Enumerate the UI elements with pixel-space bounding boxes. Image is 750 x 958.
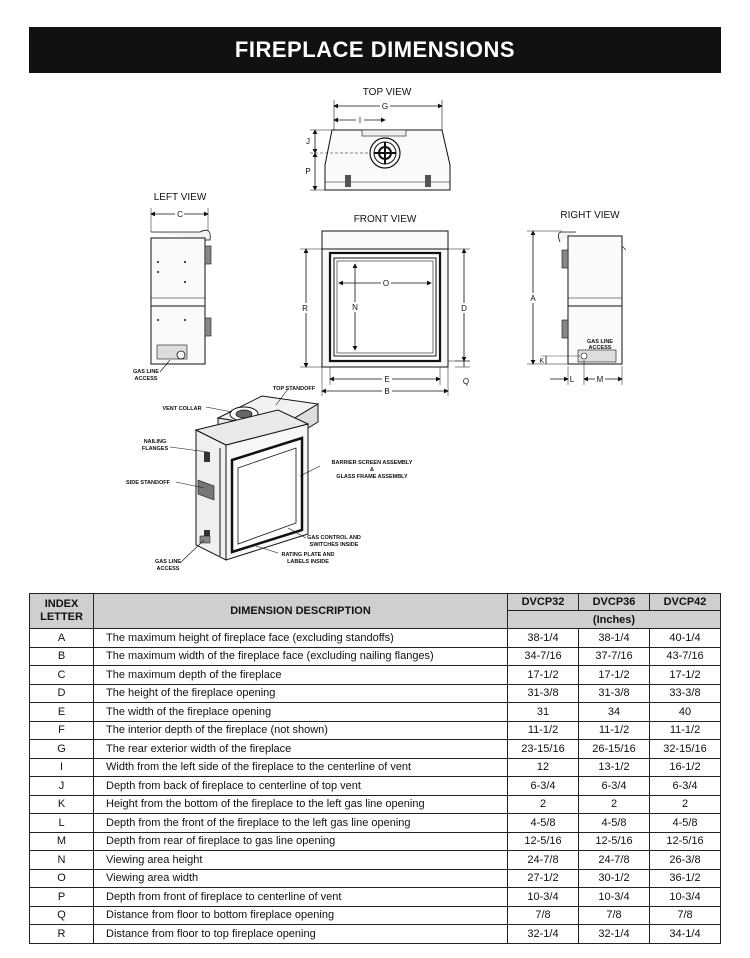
index-letter-cell: R xyxy=(30,925,94,944)
callout-rating-plate-2: LABELS INSIDE xyxy=(287,559,329,565)
value-dvcp32-cell: 6-3/4 xyxy=(508,777,579,796)
left-view-label: LEFT VIEW xyxy=(153,192,207,203)
table-row xyxy=(30,758,721,777)
table-row xyxy=(30,888,721,907)
dim-label-d: D xyxy=(461,304,467,313)
description-cell: The width of the fireplace opening xyxy=(94,703,508,722)
value-dvcp42-cell: 43-7/16 xyxy=(650,647,721,666)
value-dvcp36-cell: 13-1/2 xyxy=(579,758,650,777)
index-header-line-1: INDEX xyxy=(44,598,79,610)
value-dvcp32-cell: 34-7/16 xyxy=(508,647,579,666)
model-header-dvcp32: DVCP32 xyxy=(508,594,579,611)
index-letter-cell: G xyxy=(30,740,94,759)
dim-label-i: I xyxy=(358,116,362,125)
table-row xyxy=(30,851,721,870)
dimension-diagrams xyxy=(0,80,750,585)
value-dvcp32-cell: 23-15/16 xyxy=(508,740,579,759)
value-dvcp42-cell: 33-3/8 xyxy=(650,684,721,703)
value-dvcp36-cell: 38-1/4 xyxy=(579,629,650,648)
value-dvcp32-cell: 10-3/4 xyxy=(508,888,579,907)
table-row xyxy=(30,629,721,648)
table-row xyxy=(30,721,721,740)
gas-line-access-right-2: ACCESS xyxy=(588,345,612,351)
callout-barrier-screen-3: GLASS FRAME ASSEMBLY xyxy=(336,474,408,480)
description-cell: Viewing area width xyxy=(94,869,508,888)
description-cell: Depth from rear of fireplace to gas line opening xyxy=(94,832,508,851)
callout-gas-line-iso-2: ACCESS xyxy=(156,566,180,572)
dim-label-p: P xyxy=(305,167,311,176)
description-cell: Depth from front of fireplace to centerline of vent xyxy=(94,888,508,907)
description-cell: Depth from back of fireplace to centerline of top vent xyxy=(94,777,508,796)
value-dvcp36-cell: 2 xyxy=(579,795,650,814)
callout-gas-line-iso-1: GAS LINE xyxy=(155,559,181,565)
description-cell: The interior depth of the fireplace (not shown) xyxy=(94,721,508,740)
description-cell: Height from the bottom of the fireplace to the left gas line opening xyxy=(94,795,508,814)
value-dvcp42-cell: 40-1/4 xyxy=(650,629,721,648)
value-dvcp32-cell: 24-7/8 xyxy=(508,851,579,870)
index-letter-cell: J xyxy=(30,777,94,796)
dim-label-a: A xyxy=(530,294,536,303)
description-cell: Distance from floor to bottom fireplace opening xyxy=(94,906,508,925)
dim-label-r: R xyxy=(302,304,308,313)
dim-label-m: M xyxy=(596,375,604,384)
callout-gas-control-1: GAS CONTROL AND xyxy=(307,535,361,541)
value-dvcp42-cell: 12-5/16 xyxy=(650,832,721,851)
dimensions-table xyxy=(29,593,721,944)
index-letter-cell: D xyxy=(30,684,94,703)
value-dvcp42-cell: 36-1/2 xyxy=(650,869,721,888)
gas-line-access-left-1: GAS LINE xyxy=(133,369,159,375)
value-dvcp42-cell: 17-1/2 xyxy=(650,666,721,685)
value-dvcp32-cell: 12 xyxy=(508,758,579,777)
value-dvcp42-cell: 26-3/8 xyxy=(650,851,721,870)
value-dvcp32-cell: 32-1/4 xyxy=(508,925,579,944)
value-dvcp32-cell: 31-3/8 xyxy=(508,684,579,703)
dim-label-b: B xyxy=(384,387,390,396)
description-cell: The rear exterior width of the fireplace xyxy=(94,740,508,759)
index-letter-cell: I xyxy=(30,758,94,777)
value-dvcp32-cell: 17-1/2 xyxy=(508,666,579,685)
value-dvcp42-cell: 4-5/8 xyxy=(650,814,721,833)
table-row xyxy=(30,740,721,759)
dim-label-q: Q xyxy=(462,377,470,386)
value-dvcp32-cell: 38-1/4 xyxy=(508,629,579,648)
value-dvcp36-cell: 30-1/2 xyxy=(579,869,650,888)
callout-top-standoff: TOP STANDOFF xyxy=(272,386,316,392)
value-dvcp32-cell: 4-5/8 xyxy=(508,814,579,833)
value-dvcp36-cell: 6-3/4 xyxy=(579,777,650,796)
description-cell: Distance from floor to top fireplace opening xyxy=(94,925,508,944)
model-header-dvcp36: DVCP36 xyxy=(579,594,650,611)
value-dvcp32-cell: 31 xyxy=(508,703,579,722)
value-dvcp36-cell: 11-1/2 xyxy=(579,721,650,740)
top-view-label: TOP VIEW xyxy=(362,87,412,98)
callout-barrier-screen-1: BARRIER SCREEN ASSEMBLY xyxy=(331,460,413,466)
value-dvcp42-cell: 34-1/4 xyxy=(650,925,721,944)
isometric-view xyxy=(126,386,413,572)
index-letter-cell: K xyxy=(30,795,94,814)
callout-side-standoff: SIDE STANDOFF xyxy=(126,480,170,486)
gas-line-access-right-1: GAS LINE xyxy=(587,339,613,345)
value-dvcp42-cell: 10-3/4 xyxy=(650,888,721,907)
value-dvcp36-cell: 31-3/8 xyxy=(579,684,650,703)
value-dvcp36-cell: 34 xyxy=(579,703,650,722)
table-row xyxy=(30,869,721,888)
index-letter-cell: B xyxy=(30,647,94,666)
description-cell: The maximum depth of the fireplace xyxy=(94,666,508,685)
description-cell: The maximum width of the fireplace face (excluding nailing flanges) xyxy=(94,647,508,666)
table-row xyxy=(30,684,721,703)
value-dvcp42-cell: 6-3/4 xyxy=(650,777,721,796)
table-row xyxy=(30,795,721,814)
value-dvcp32-cell: 27-1/2 xyxy=(508,869,579,888)
dim-label-n: N xyxy=(352,303,358,312)
callout-nailing-flanges-1: NAILING xyxy=(143,439,167,445)
dim-label-o: O xyxy=(382,279,390,288)
gas-line-access-left-2: ACCESS xyxy=(134,376,158,382)
front-view xyxy=(300,214,470,396)
dim-label-c: C xyxy=(177,210,183,219)
value-dvcp32-cell: 2 xyxy=(508,795,579,814)
table-row xyxy=(30,906,721,925)
description-cell: Viewing area height xyxy=(94,851,508,870)
value-dvcp42-cell: 16-1/2 xyxy=(650,758,721,777)
index-letter-cell: N xyxy=(30,851,94,870)
callout-nailing-flanges-2: FLANGES xyxy=(141,446,169,452)
value-dvcp36-cell: 37-7/16 xyxy=(579,647,650,666)
index-letter-cell: F xyxy=(30,721,94,740)
value-dvcp36-cell: 26-15/16 xyxy=(579,740,650,759)
index-letter-cell: A xyxy=(30,629,94,648)
table-row xyxy=(30,777,721,796)
model-header-dvcp42: DVCP42 xyxy=(650,594,721,611)
index-letter-cell: M xyxy=(30,832,94,851)
right-view-label: RIGHT VIEW xyxy=(560,210,620,221)
value-dvcp32-cell: 11-1/2 xyxy=(508,721,579,740)
value-dvcp36-cell: 17-1/2 xyxy=(579,666,650,685)
left-view xyxy=(133,192,211,382)
description-cell: The maximum height of fireplace face (excluding standoffs) xyxy=(94,629,508,648)
dim-label-e: E xyxy=(384,375,390,384)
value-dvcp42-cell: 7/8 xyxy=(650,906,721,925)
table-row xyxy=(30,832,721,851)
value-dvcp36-cell: 32-1/4 xyxy=(579,925,650,944)
index-letter-cell: P xyxy=(30,888,94,907)
value-dvcp36-cell: 10-3/4 xyxy=(579,888,650,907)
index-letter-header xyxy=(30,594,94,629)
right-view xyxy=(527,210,626,385)
callout-rating-plate-1: RATING PLATE AND xyxy=(281,552,335,558)
description-cell: Depth from the front of the fireplace to the left gas line opening xyxy=(94,814,508,833)
value-dvcp36-cell: 12-5/16 xyxy=(579,832,650,851)
index-header-line-2: LETTER xyxy=(40,611,83,623)
value-dvcp36-cell: 24-7/8 xyxy=(579,851,650,870)
index-letter-cell: E xyxy=(30,703,94,722)
dim-label-k: K xyxy=(539,358,544,365)
dimension-description-header: DIMENSION DESCRIPTION xyxy=(94,594,508,629)
index-letter-cell: C xyxy=(30,666,94,685)
value-dvcp36-cell: 7/8 xyxy=(579,906,650,925)
description-cell: Width from the left side of the fireplace to the centerline of vent xyxy=(94,758,508,777)
value-dvcp42-cell: 40 xyxy=(650,703,721,722)
value-dvcp36-cell: 4-5/8 xyxy=(579,814,650,833)
value-dvcp32-cell: 12-5/16 xyxy=(508,832,579,851)
page-title-bar xyxy=(29,27,721,73)
dim-label-g: G xyxy=(381,102,389,111)
table-row xyxy=(30,666,721,685)
units-header: (Inches) xyxy=(508,611,721,629)
callout-barrier-screen-2: & xyxy=(370,467,374,473)
table-row xyxy=(30,814,721,833)
index-letter-cell: Q xyxy=(30,906,94,925)
value-dvcp42-cell: 32-15/16 xyxy=(650,740,721,759)
table-row xyxy=(30,703,721,722)
dimensions-table-body xyxy=(30,629,721,944)
dim-label-l: L xyxy=(569,375,575,384)
callout-vent-collar: VENT COLLAR xyxy=(162,406,202,412)
table-row xyxy=(30,647,721,666)
value-dvcp42-cell: 11-1/2 xyxy=(650,721,721,740)
description-cell: The height of the fireplace opening xyxy=(94,684,508,703)
index-letter-cell: L xyxy=(30,814,94,833)
callout-gas-control-2: SWITCHES INSIDE xyxy=(309,542,359,548)
value-dvcp32-cell: 7/8 xyxy=(508,906,579,925)
top-view xyxy=(303,87,450,190)
front-view-label: FRONT VIEW xyxy=(353,214,417,225)
index-letter-cell: O xyxy=(30,869,94,888)
page-title: FIREPLACE DIMENSIONS xyxy=(234,37,516,62)
value-dvcp42-cell: 2 xyxy=(650,795,721,814)
dim-label-j: J xyxy=(306,137,310,146)
table-row xyxy=(30,925,721,944)
